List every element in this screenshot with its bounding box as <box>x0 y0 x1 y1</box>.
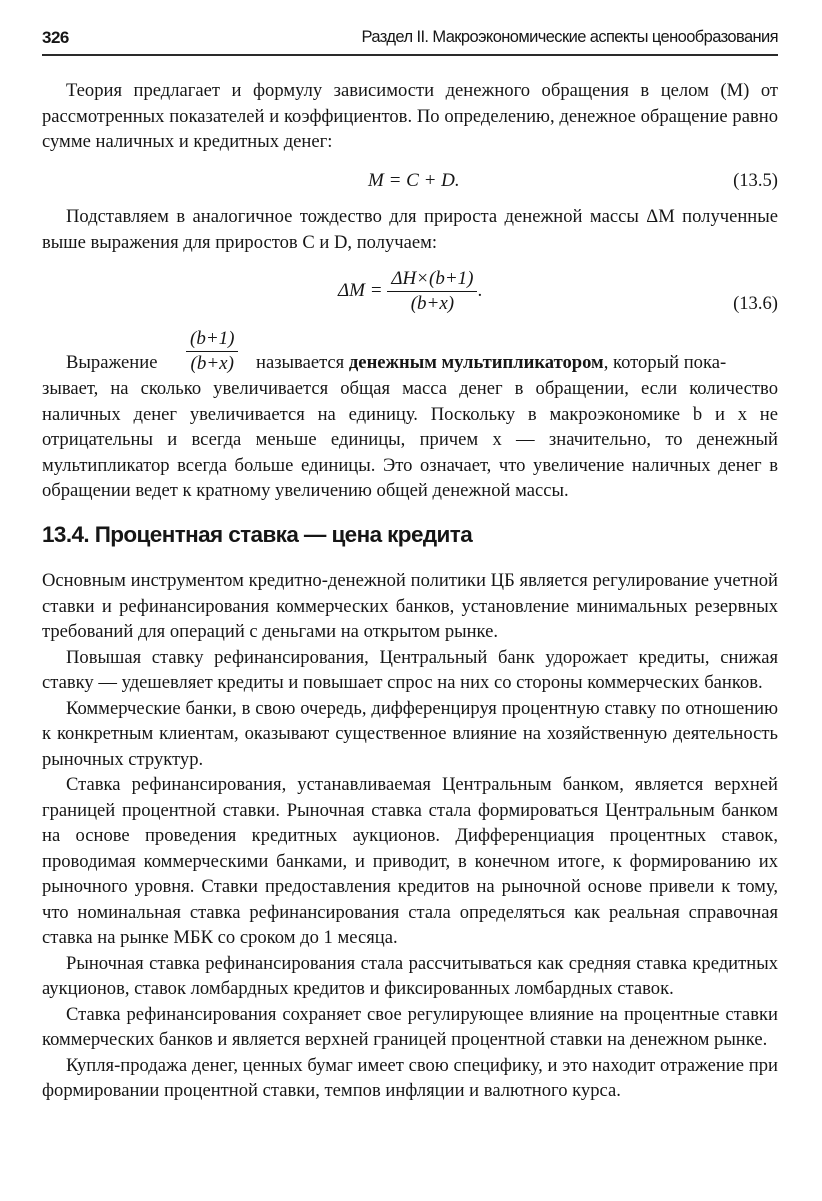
multiplier-numerator: (b+1) <box>186 328 238 352</box>
money-multiplier-term: денежным мультипликатором <box>348 352 604 373</box>
intro-paragraph: Теория предлагает и формулу зависимости денежного обращения в целом (M) от рассмотренных показателей и коэффициентов. По определению, денежное обращение равно сумме наличных и кредитных денег: <box>42 80 778 152</box>
section-paragraph-5: Рыночная ставка рефинансирования стала рассчитываться как средняя ставка кредитных аукционов, ставок ломбардных кредитов и фиксированных ломбардных ставок. <box>42 952 778 999</box>
section-paragraph-7: Купля-продажа денег, ценных бумаг имеет свою специфику, и это находит отражение при формировании процентной ставки, темпов инфляции и валютного курса. <box>42 1054 778 1101</box>
substitution-paragraph: Подставляем в аналогичное тождество для прироста денежной массы ΔM полученные выше выражения для приростов C и D, получаем: <box>42 206 778 253</box>
formula-13-6-period: . <box>477 279 483 301</box>
formula-13-6-number: (13.6) <box>733 293 778 314</box>
header-rule <box>42 54 778 56</box>
multiplier-text-rest: зывает, на сколько увеличивается общая масса денег в обращении, если количество наличных денег увеличивается на единицу. Поскольку в макроэкономике b и x не отрицательны и всегда меньше единицы, причем x — значительно, то денежный мультипликатор всегда больше единицы. Это означает, что увеличение наличных денег в обращении ведет к кратному увеличению общей денежной массы. <box>42 378 778 501</box>
section-paragraph-2: Повышая ставку рефинансирования, Центральный банк удорожает кредиты, снижая ставку — удешевляет кредиты и повышает спрос на них со стороны коммерческих банков. <box>42 646 778 693</box>
section-paragraph-1: Основным инструментом кредитно-денежной политики ЦБ является регулирование учетной ставки и рефинансирования коммерческих банков, установление минимальных резервных требований для операций с деньгами на открытом рынке. <box>42 570 778 642</box>
section-heading: 13.4. Процентная ставка — цена кредита <box>42 522 473 547</box>
multiplier-text-before-term: называется <box>256 352 345 373</box>
formula-13-6-lhs: ΔM = <box>338 279 383 301</box>
formula-13-5-number: (13.5) <box>733 170 778 191</box>
formula-13-6-numerator: ΔH×(b+1) <box>387 268 477 292</box>
section-paragraph-6: Ставка рефинансирования сохраняет свое регулирующее влияние на процентные ставки коммерческих банков и является верхней границей процентной ставки на денежном рынке. <box>42 1003 778 1050</box>
section-paragraph-3: Коммерческие банки, в свою очередь, дифференцируя процентную ставку по отношению к конкретным клиентам, оказывают существенное влияние на хозяйственную деятельность рыночных структур. <box>42 697 778 770</box>
running-title: Раздел II. Макроэкономические аспекты ценообразования <box>361 28 778 46</box>
formula-13-6-fraction <box>387 268 477 315</box>
multiplier-paragraph-continuation <box>256 350 778 376</box>
multiplier-text-after-term-head: , который пока- <box>603 352 727 373</box>
page-number: 326 <box>42 28 69 47</box>
multiplier-lead: Выражение <box>66 352 158 373</box>
formula-13-6 <box>338 268 482 315</box>
formula-13-6-denominator: (b+x) <box>410 293 455 314</box>
section-paragraph-4: Ставка рефинансирования, устанавливаемая Центральным банком, является верхней границей процентной ставки. Рыночная ставка стала формироваться Центральным банком на основе проведения кредитных аукционов. Дифференциация процентных ставок, проводимая коммерческими банками, и приводит, в конечном итоге, к формированию их рыночного уровня. Ставки предоставления кредитов на рыночной основе привели к тому, что номинальная ставка рефинансирования стала определяться как реальная справочная ставка на рынке МБК со сроком до 1 месяца. <box>42 774 778 948</box>
formula-13-5-expression: M = C + D. <box>368 170 460 191</box>
multiplier-paragraph-rest <box>42 376 778 504</box>
formula-13-5 <box>368 170 460 192</box>
multiplier-denominator: (b+x) <box>190 353 234 374</box>
section-body <box>42 568 778 1104</box>
page-header <box>42 28 778 52</box>
